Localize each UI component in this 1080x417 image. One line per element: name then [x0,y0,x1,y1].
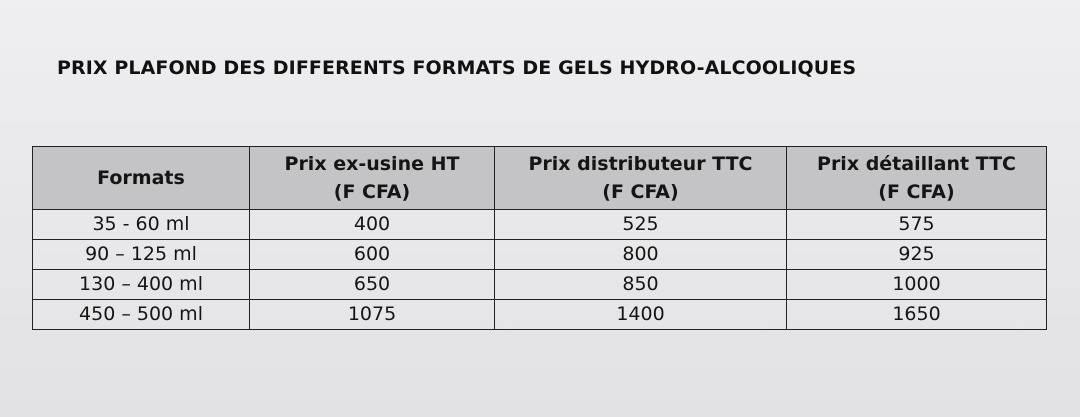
header-ex-usine [250,147,495,210]
header-ex-usine-label: Prix ex-usine HT [284,153,460,175]
header-distributeur-label: Prix distributeur TTC [528,153,753,175]
table-row [33,270,1047,300]
header-formats [33,147,250,210]
cell-format: 90 – 125 ml [33,240,250,270]
cell-ex-usine: 650 [250,270,495,300]
header-detaillant-label: Prix détaillant TTC [817,153,1016,175]
table-row [33,240,1047,270]
table-header-row [33,147,1047,210]
cell-ex-usine: 400 [250,210,495,240]
table-row [33,300,1047,330]
table-row [33,210,1047,240]
header-ex-usine-unit: (F CFA) [333,181,411,203]
price-table [32,146,1047,330]
cell-format: 130 – 400 ml [33,270,250,300]
cell-detaillant: 925 [787,240,1047,270]
cell-format: 450 – 500 ml [33,300,250,330]
header-detaillant [787,147,1047,210]
cell-distributeur: 1400 [495,300,787,330]
header-detaillant-unit: (F CFA) [878,181,955,203]
header-formats-label: Formats [97,167,185,189]
cell-ex-usine: 1075 [250,300,495,330]
cell-ex-usine: 600 [250,240,495,270]
cell-detaillant: 1000 [787,270,1047,300]
cell-detaillant: 1650 [787,300,1047,330]
document-title: PRIX PLAFOND DES DIFFERENTS FORMATS DE GELS HYDRO-ALCOOLIQUES [57,57,857,79]
cell-distributeur: 800 [495,240,787,270]
cell-detaillant: 575 [787,210,1047,240]
header-distributeur [495,147,787,210]
cell-distributeur: 525 [495,210,787,240]
cell-format: 35 - 60 ml [33,210,250,240]
header-distributeur-unit: (F CFA) [602,181,679,203]
cell-distributeur: 850 [495,270,787,300]
